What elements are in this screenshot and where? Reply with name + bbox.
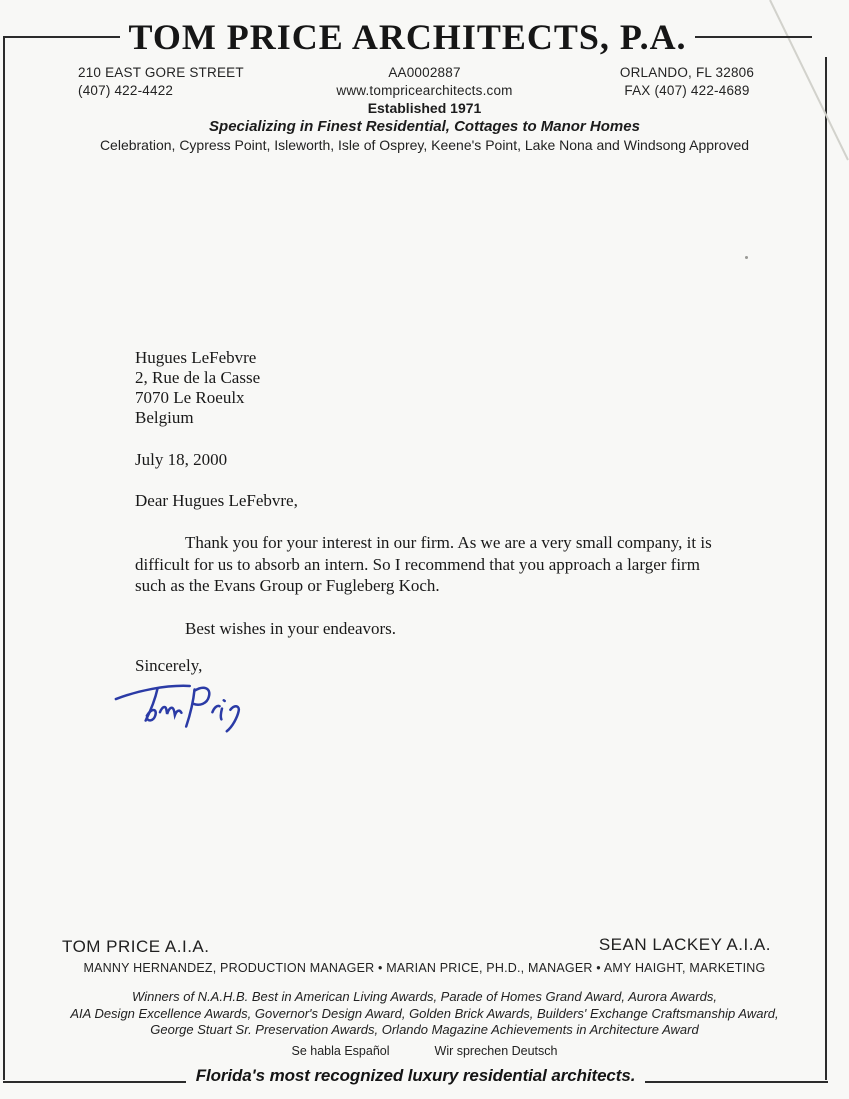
languages-row <box>0 1044 849 1058</box>
awards-line-3: George Stuart Sr. Preservation Awards, Orlando Magazine Achievements in Architecture Award <box>150 1022 699 1037</box>
city-state-zip: ORLANDO, FL 32806 <box>619 65 755 80</box>
salutation: Dear Hugues LeFebvre, <box>135 491 298 510</box>
contact-row <box>0 64 849 102</box>
language-spanish: Se habla Español <box>291 1044 390 1058</box>
license-number: AA0002887 <box>388 65 461 80</box>
recipient-address-block <box>135 348 735 428</box>
handwritten-signature <box>110 680 260 742</box>
contact-address-block <box>78 64 244 100</box>
recipient-city: 7070 Le Roeulx <box>135 388 245 407</box>
phone-number: (407) 422-4422 <box>78 83 174 98</box>
street-address: 210 EAST GORE STREET <box>78 65 244 80</box>
established-line: Established 1971 <box>367 100 482 116</box>
fax-number: FAX (407) 422-4689 <box>624 83 750 98</box>
paragraph-2: Best wishes in your endeavors. <box>185 618 397 638</box>
specialty-line: Specializing in Finest Residential, Cottages to Manor Homes <box>209 118 640 135</box>
recipient-country: Belgium <box>135 408 194 427</box>
closing: Sincerely, <box>135 656 203 675</box>
signature-strokes <box>116 686 239 731</box>
awards-block <box>0 989 849 1039</box>
tagline-row <box>3 1060 828 1092</box>
language-german: Wir sprechen Deutsch <box>434 1044 558 1058</box>
paragraph-1: Thank you for your interest in our firm. As we are a very small company, it is difficult for us to absorb an intern. So I recommend that you approach a larger firm such as the Evans Group or Fugleberg Koch. <box>135 533 712 595</box>
staff-line: MANNY HERNANDEZ, PRODUCTION MANAGER • MARIAN PRICE, PH.D., MANAGER • AMY HAIGHT, MARKETING <box>83 961 766 975</box>
company-name: TOM PRICE ARCHITECTS, P.A. <box>128 17 687 57</box>
principal-left: TOM PRICE A.I.A. <box>62 937 210 956</box>
letter-date: July 18, 2000 <box>135 450 228 469</box>
website-url: www.tompricearchitects.com <box>336 83 513 98</box>
contact-license-block <box>285 64 565 100</box>
tagline: Florida's most recognized luxury residential architects. <box>195 1066 636 1085</box>
awards-line-2: AIA Design Excellence Awards, Governor's Design Award, Golden Brick Awards, Builders' Exchange Craftsmanship Award, <box>70 1005 779 1021</box>
recipient-street: 2, Rue de la Casse <box>135 368 261 387</box>
recipient-name: Hugues LeFebvre <box>135 348 257 367</box>
title-rule-right <box>695 36 812 38</box>
contact-city-block <box>594 64 780 100</box>
company-title-row <box>3 10 812 64</box>
tagline-rule-left <box>3 1081 186 1083</box>
awards-line-1: Winners of N.A.H.B. Best in American Living Awards, Parade of Homes Grand Award, Aurora Awards, <box>132 989 717 1004</box>
letter-body <box>135 348 735 742</box>
communities-line: Celebration, Cypress Point, Isleworth, Isle of Osprey, Keene's Point, Lake Nona and Windsong Approved <box>99 137 750 153</box>
tagline-rule-right <box>645 1081 828 1083</box>
scan-speck <box>745 256 748 259</box>
title-rule-left <box>3 36 120 38</box>
principal-right: SEAN LACKEY A.I.A. <box>598 935 771 954</box>
